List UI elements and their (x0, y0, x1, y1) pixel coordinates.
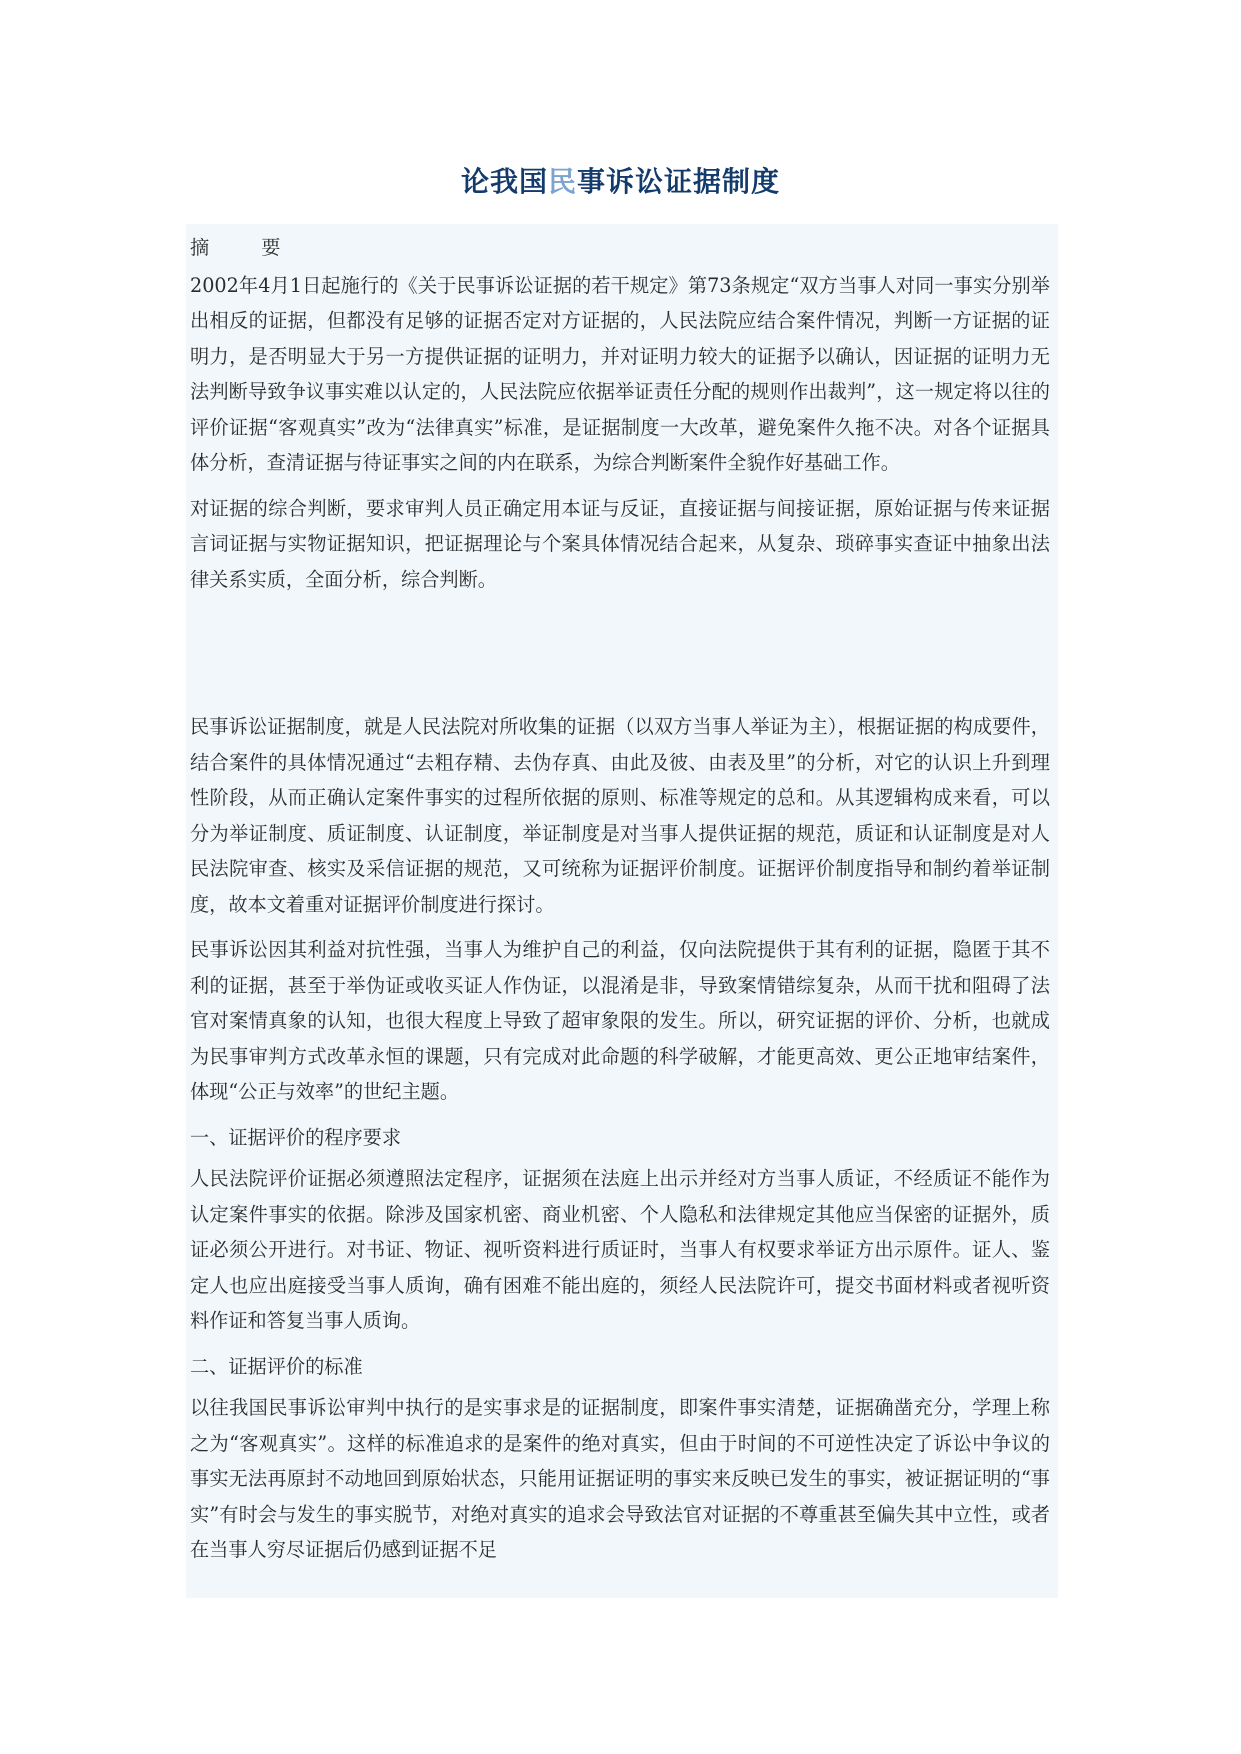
abstract-paragraph-2: 对证据的综合判断，要求审判人员正确定用本证与反证，直接证据与间接证据，原始证据与传来证据言词证据与实物证据知识，把证据理论与个案具体情况结合起来，从复杂、琐碎事实查证中抽象出法律关系实质，全面分析，综合判断。 (190, 496, 1050, 591)
document-title (0, 160, 1241, 200)
title-part-1: 论我国 (460, 165, 548, 198)
intro-paragraph-2: 民事诉讼因其利益对抗性强，当事人为维护自己的利益，仅向法院提供于其有利的证据，隐匿于其不利的证据，甚至于举伪证或收买证人作伪证，以混淆是非，导致案情错综复杂，从而干扰和阻碍了法官对案情真象的认知，也很大程度上导致了超审象限的发生。所以，研究证据的评价、分析，也就成为民事审判方式改革永恒的课题，只有完成对此命题的科学破解，才能更高效、更公正地审结案件，体现“公正与效率”的世纪主题。 (190, 938, 1050, 1103)
title-highlight: 民 (547, 165, 577, 198)
document-body (186, 224, 1058, 1598)
section-1-heading: 一、证据评价的程序要求 (190, 1125, 402, 1149)
title-part-2: 事诉讼证据制度 (577, 165, 781, 198)
abstract-paragraph-1: 2002年4月1日起施行的《关于民事诉讼证据的若干规定》第73条规定“双方当事人对同一事实分别举出相反的证据，但都没有足够的证据否定对方证据的，人民法院应结合案件情况，判断一方证据的证明力，是否明显大于另一方提供证据的证明力，并对证明力较大的证据予以确认，因证据的证明力无法判断导致争议事实难以认定的，人民法院应依据举证责任分配的规则作出裁判”，这一规定将以往的评价证据“客观真实”改为“法律真实”标准，是证据制度一大改革，避免案件久拖不决。对各个证据具体分析，查清证据与待证事实之间的内在联系，为综合判断案件全貌作好基础工作。 (190, 273, 1050, 474)
section-1-body: 人民法院评价证据必须遵照法定程序，证据须在法庭上出示并经对方当事人质证，不经质证不能作为认定案件事实的依据。除涉及国家机密、商业机密、个人隐私和法律规定其他应当保密的证据外，质证必须公开进行。对书证、物证、视听资料进行质证时，当事人有权要求举证方出示原件。证人、鉴定人也应出庭接受当事人质询，确有困难不能出庭的，须经人民法院许可，提交书面材料或者视听资料作证和答复当事人质询。 (190, 1167, 1050, 1332)
intro-paragraph-1: 民事诉讼证据制度，就是人民法院对所收集的证据（以双方当事人举证为主），根据证据的构成要件，结合案件的具体情况通过“去粗存精、去伪存真、由此及彼、由表及里”的分析，对它的认识上升到理性阶段，从而正确认定案件事实的过程所依据的原则、标准等规定的总和。从其逻辑构成来看，可以分为举证制度、质证制度、认证制度，举证制度是对当事人提供证据的规范，质证和认证制度是对人民法院审查、核实及采信证据的规范，又可统称为证据评价制度。证据评价制度指导和制约着举证制度，故本文着重对证据评价制度进行探讨。 (190, 715, 1050, 916)
section-2-body: 以往我国民事诉讼审判中执行的是实事求是的证据制度，即案件事实清楚，证据确凿充分，学理上称之为“客观真实”。这样的标准追求的是案件的绝对真实，但由于时间的不可逆性决定了诉讼中争议的事实无法再原封不动地回到原始状态，只能用证据证明的事实来反映已发生的事实，被证据证明的“事实”有时会与发生的事实脱节，对绝对真实的追求会导致法官对证据的不尊重甚至偏失其中立性，或者在当事人穷尽证据后仍感到证据不足 (190, 1396, 1050, 1561)
section-2-heading: 二、证据评价的标准 (190, 1354, 363, 1378)
section-spacer (190, 607, 1050, 709)
abstract-heading: 摘 要 (190, 236, 281, 259)
